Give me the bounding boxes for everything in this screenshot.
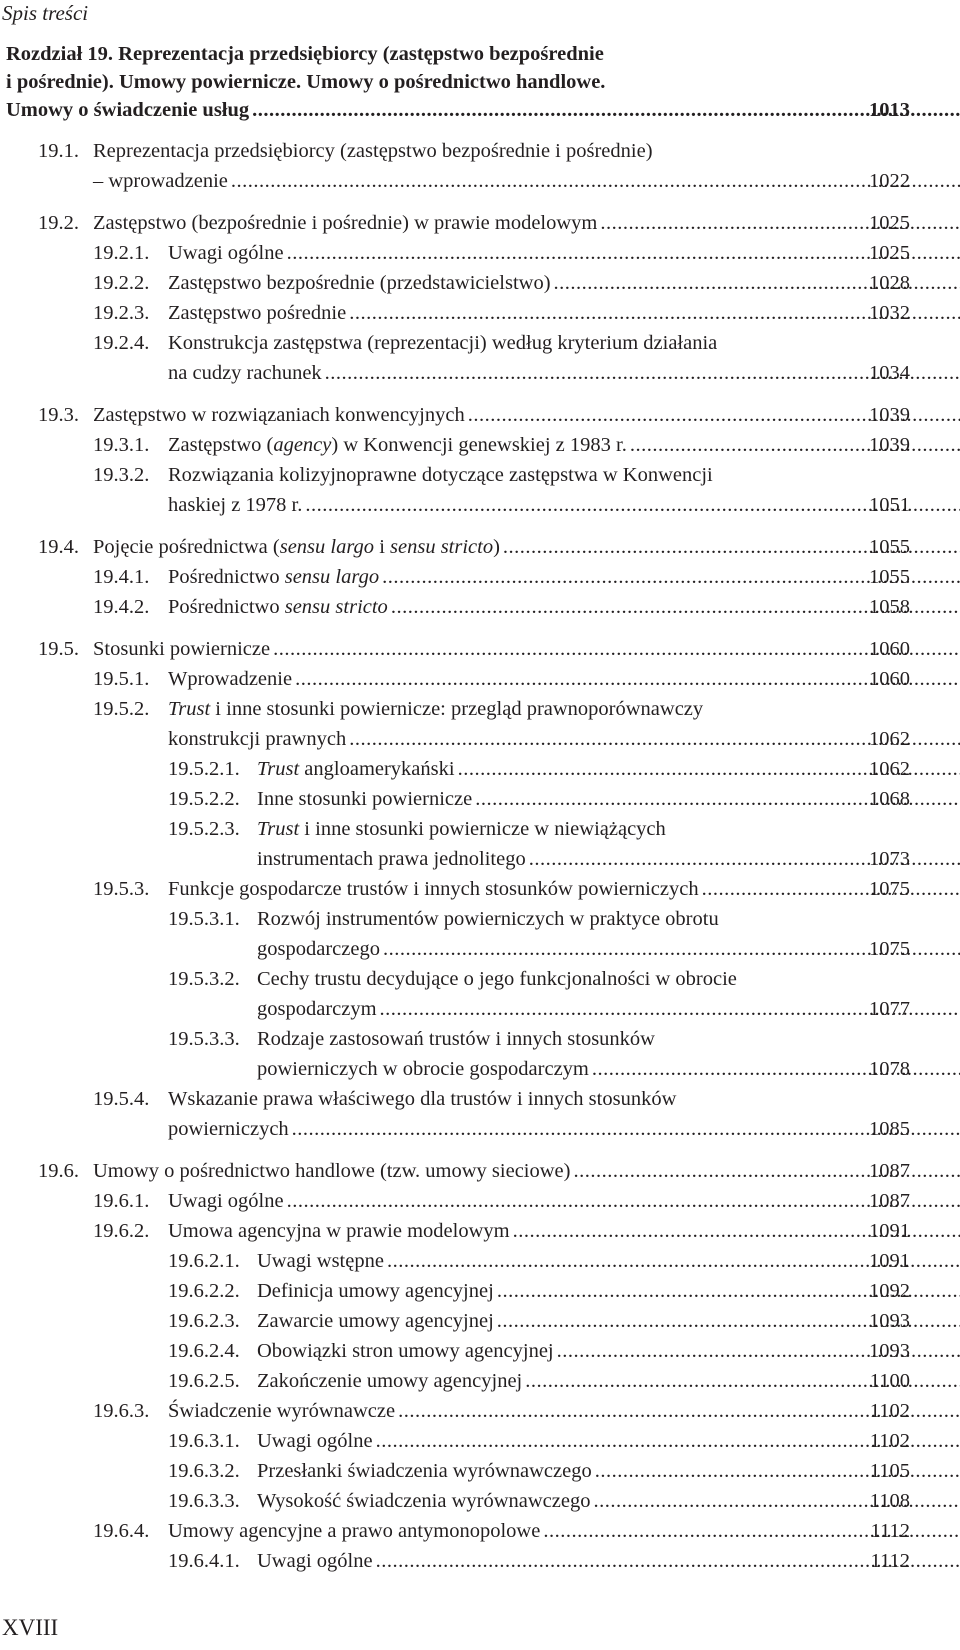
toc-entry-title: Trust angloamerykański <box>257 758 455 780</box>
toc-entry-title-line <box>257 1456 850 1486</box>
toc-entry-number: 19.5.2.3. <box>168 818 240 840</box>
toc-entry-title: na cudzy rachunek <box>168 362 322 384</box>
toc-entry-number: 19.3.2. <box>93 464 150 486</box>
toc-entry-page: 1032 <box>869 302 910 324</box>
section-gap <box>0 196 960 208</box>
toc-entry-page: 1055 <box>869 536 910 558</box>
toc-entry-title: Uwagi ogólne <box>168 242 284 264</box>
dot-leader <box>252 99 960 121</box>
toc-entry-page: 1062 <box>869 728 910 750</box>
toc-entry-title-line <box>168 664 850 694</box>
toc-entry-number: 19.5.2.2. <box>168 788 240 810</box>
toc-entry-title: Pośrednictwo sensu stricto <box>168 596 388 618</box>
toc-entry-number: 19.6.2.3. <box>168 1310 240 1332</box>
toc-entry-title-line: Rozwiązania kolizyjnoprawne dotyczące zastępstwa w Konwencji <box>168 464 713 486</box>
toc-entry-title: Umowy o świadczenie usług <box>6 99 250 121</box>
toc-entry-number: 19.6. <box>38 1160 79 1182</box>
toc-entry-page: 1100 <box>869 1370 910 1392</box>
toc-entry[interactable] <box>0 1276 960 1306</box>
page-number-folio: XVIII <box>2 1615 59 1640</box>
toc-entry-title-line: Cechy trustu decydujące o jego funkcjonalności w obrocie <box>257 968 737 990</box>
toc-entry[interactable] <box>0 634 960 664</box>
toc-entry[interactable] <box>0 664 960 694</box>
toc-entry-title: Zakończenie umowy agencyjnej <box>257 1370 523 1392</box>
toc-entry-title-line <box>168 1114 850 1144</box>
toc-entry-title-line <box>168 430 850 460</box>
toc-entry-title: Zastępstwo (agency) w Konwencji genewskiej z 1983 r. <box>168 434 627 456</box>
toc-entry-page: 1091 <box>869 1220 910 1242</box>
toc-entry-number: 19.6.2.5. <box>168 1370 240 1392</box>
toc-entry-title: Umowy o pośrednictwo handlowe (tzw. umowy sieciowe) <box>93 1160 571 1182</box>
toc-entry-title-line <box>168 724 850 754</box>
toc-entry[interactable] <box>0 754 960 784</box>
toc-entry-number: 19.1. <box>38 140 79 162</box>
toc-entry-page: 1092 <box>869 1280 910 1302</box>
toc-entry-title-line <box>257 1426 850 1456</box>
toc-entry[interactable] <box>0 1336 960 1366</box>
toc-entry-title: – wprowadzenie <box>93 170 228 192</box>
toc-entry-title-line <box>257 1054 850 1084</box>
toc-entry-page: 1039 <box>869 404 910 426</box>
toc-entry-page: 1075 <box>869 938 910 960</box>
dot-leader <box>273 638 960 660</box>
toc-entry[interactable] <box>0 1306 960 1336</box>
toc-entry-title-line <box>168 1516 850 1546</box>
toc-entry-number: 19.2.2. <box>93 272 150 294</box>
toc-entry-title-line <box>93 208 850 238</box>
toc-entry-title: Stosunki powiernicze <box>93 638 271 660</box>
toc-entry-title-line <box>257 1546 850 1576</box>
section-gap <box>0 124 960 136</box>
toc-entry[interactable] <box>0 532 960 562</box>
toc-entry-number: 19.2.3. <box>93 302 150 324</box>
toc-entry-number: 19.6.2.4. <box>168 1340 240 1362</box>
toc-entry-page: 1068 <box>869 788 910 810</box>
toc-entry[interactable] <box>0 1366 960 1396</box>
toc-entry-number: 19.6.2.1. <box>168 1250 240 1272</box>
toc-entry-page: 1108 <box>869 1490 910 1512</box>
toc-entry-title-line <box>93 400 850 430</box>
toc-entry-number: 19.3. <box>38 404 79 426</box>
toc-entry-number: 19.5.4. <box>93 1088 150 1110</box>
toc-entry-title-line: Rodzaje zastosowań trustów i innych stosunków <box>257 1028 655 1050</box>
toc-entry-title-line <box>257 784 850 814</box>
toc-entry[interactable] <box>0 1024 960 1084</box>
toc-entry-title-line: Rozwój instrumentów powierniczych w praktyce obrotu <box>257 908 719 930</box>
toc-entry[interactable] <box>0 1516 960 1546</box>
toc-entry[interactable] <box>0 328 960 388</box>
toc-entry-title: Inne stosunki powiernicze <box>257 788 473 810</box>
toc-entry-page: 1060 <box>869 638 910 660</box>
toc-entry-title-line <box>6 96 850 124</box>
toc-entry-page: 1073 <box>869 848 910 870</box>
toc-entry-title-line <box>257 1486 850 1516</box>
toc-entry-title-line <box>168 1186 850 1216</box>
toc-entry-page: 1039 <box>869 434 910 456</box>
toc-entry-title: Zawarcie umowy agencyjnej <box>257 1310 494 1332</box>
section-gap <box>0 520 960 532</box>
toc-entry-number: 19.2. <box>38 212 79 234</box>
toc-entry-title: Zastępstwo pośrednie <box>168 302 347 324</box>
toc-entry-title: Uwagi ogólne <box>257 1430 373 1452</box>
toc-entry[interactable] <box>0 1216 960 1246</box>
toc-entry-number: 19.6.4. <box>93 1520 150 1542</box>
toc-entry-number: 19.3.1. <box>93 434 150 456</box>
toc-entry-page: 1028 <box>869 272 910 294</box>
toc-entry[interactable] <box>0 1546 960 1576</box>
section-gap <box>0 622 960 634</box>
toc-entry[interactable] <box>0 136 960 196</box>
toc-entry-title-line <box>168 490 850 520</box>
toc-entry[interactable] <box>0 1456 960 1486</box>
toc-entry[interactable] <box>0 1186 960 1216</box>
toc-entry-page: 1025 <box>869 212 910 234</box>
toc-entry-title: gospodarczego <box>257 938 380 960</box>
toc-entry-title-line <box>257 934 850 964</box>
toc-entry-title-line <box>257 1276 850 1306</box>
toc-entry-page: 1062 <box>869 758 910 780</box>
toc-entry-number: 19.4.2. <box>93 596 150 618</box>
toc-entry-page: 1060 <box>869 668 910 690</box>
toc-entry-title-line <box>93 532 850 562</box>
toc-entry[interactable] <box>0 964 960 1024</box>
toc-entry-title-line <box>168 238 850 268</box>
toc-entry-title: Obowiązki stron umowy agencyjnej <box>257 1340 554 1362</box>
toc-entry-title: Uwagi wstępne <box>257 1250 384 1272</box>
toc-entry-title-line <box>168 562 850 592</box>
toc-entry-title: Uwagi ogólne <box>257 1550 373 1572</box>
toc-entry-number: 19.5.2. <box>93 698 150 720</box>
toc-entry-title: powierniczych w obrocie gospodarczym <box>257 1058 589 1080</box>
toc-entry-title: Definicja umowy agencyjnej <box>257 1280 494 1302</box>
toc-entry-page: 1093 <box>869 1340 910 1362</box>
toc-entry-page: 1058 <box>869 596 910 618</box>
toc-entry[interactable] <box>0 1396 960 1426</box>
toc-entry-title: Pośrednictwo sensu largo <box>168 566 380 588</box>
toc-entry-page: 1102 <box>869 1430 910 1452</box>
toc-entry[interactable] <box>0 460 960 520</box>
toc-entry-page: 1087 <box>869 1160 910 1182</box>
toc-entry-number: 19.6.3.2. <box>168 1460 240 1482</box>
toc-entry-title: Wysokość świadczenia wyrównawczego <box>257 1490 591 1512</box>
toc-entry-title: Pojęcie pośrednictwa (sensu largo i sensu stricto) <box>93 536 500 558</box>
toc-entry-number: 19.6.2. <box>93 1220 150 1242</box>
toc-entry-number: 19.2.4. <box>93 332 150 354</box>
toc-entry[interactable] <box>0 268 960 298</box>
toc-entry-number: 19.6.3.1. <box>168 1430 240 1452</box>
toc-entry-title: Umowa agencyjna w prawie modelowym <box>168 1220 510 1242</box>
table-of-contents <box>0 40 960 1576</box>
toc-entry-page: 1034 <box>869 362 910 384</box>
toc-entry[interactable] <box>0 592 960 622</box>
toc-entry-title: Zastępstwo (bezpośrednie i pośrednie) w prawie modelowym <box>93 212 598 234</box>
toc-entry-title-line <box>168 592 850 622</box>
toc-entry-page: 1022 <box>869 170 910 192</box>
dot-leader <box>231 170 960 192</box>
toc-entry-title-line <box>257 994 850 1024</box>
toc-entry-title-line <box>257 1306 850 1336</box>
toc-entry-title: Świadczenie wyrównawcze <box>168 1400 396 1422</box>
toc-entry-title: powierniczych <box>168 1118 289 1140</box>
dot-leader <box>702 878 960 900</box>
toc-entry-title-line: Wskazanie prawa właściwego dla trustów i innych stosunków <box>168 1088 677 1110</box>
toc-entry-page: 1055 <box>869 566 910 588</box>
toc-entry-title-line <box>93 634 850 664</box>
toc-entry-number: 19.6.2.2. <box>168 1280 240 1302</box>
toc-entry-page: 1102 <box>869 1400 910 1422</box>
toc-entry-title-line <box>168 268 850 298</box>
toc-entry[interactable] <box>0 904 960 964</box>
toc-entry-page: 1112 <box>870 1550 910 1572</box>
toc-entry-page: 1075 <box>869 878 910 900</box>
toc-entry-number: 19.5.2.1. <box>168 758 240 780</box>
toc-entry[interactable] <box>0 1084 960 1144</box>
section-gap <box>0 388 960 400</box>
toc-entry-title: instrumentach prawa jednolitego <box>257 848 526 870</box>
toc-entry[interactable] <box>0 874 960 904</box>
toc-entry[interactable] <box>0 814 960 874</box>
toc-entry-title: gospodarczym <box>257 998 377 1020</box>
toc-entry-page: 1105 <box>869 1460 910 1482</box>
toc-entry-title-line <box>168 1396 850 1426</box>
toc-entry-title-line <box>257 754 850 784</box>
dot-leader <box>630 434 960 456</box>
toc-entry[interactable] <box>0 208 960 238</box>
toc-entry-title-line: Reprezentacja przedsiębiorcy (zastępstwo bezpośrednie i pośrednie) <box>93 140 653 162</box>
toc-chapter-entry[interactable] <box>0 40 960 124</box>
toc-entry-title-line <box>168 298 850 328</box>
toc-entry[interactable] <box>0 562 960 592</box>
toc-entry-page: 1087 <box>869 1190 910 1212</box>
toc-entry-number: 19.5.3.3. <box>168 1028 240 1050</box>
toc-entry-title: haskiej z 1978 r. <box>168 494 303 516</box>
section-gap <box>0 1144 960 1156</box>
toc-entry-title-line <box>257 1246 850 1276</box>
toc-entry-number: 19.5.3.2. <box>168 968 240 990</box>
toc-entry-title-line: Trust i inne stosunki powiernicze: przegląd prawnoporównawczy <box>168 698 704 720</box>
toc-entry-title-line <box>93 1156 850 1186</box>
toc-entry[interactable] <box>0 694 960 754</box>
toc-entry[interactable] <box>0 400 960 430</box>
toc-entry[interactable] <box>0 430 960 460</box>
toc-entry[interactable] <box>0 1156 960 1186</box>
toc-entry-number: 19.6.4.1. <box>168 1550 240 1572</box>
toc-entry[interactable] <box>0 238 960 268</box>
toc-entry-title-line: Rozdział 19. Reprezentacja przedsiębiorcy (zastępstwo bezpośrednie <box>6 43 604 65</box>
toc-entry-page: 1078 <box>869 1058 910 1080</box>
toc-entry-number: 19.6.1. <box>93 1190 150 1212</box>
toc-entry-number: 19.2.1. <box>93 242 150 264</box>
toc-entry-number: 19.6.3. <box>93 1400 150 1422</box>
toc-entry-title-line: Trust i inne stosunki powiernicze w niewiążących <box>257 818 666 840</box>
toc-entry-number: 19.5.3. <box>93 878 150 900</box>
toc-entry-page: 1085 <box>869 1118 910 1140</box>
toc-entry-title-line <box>257 844 850 874</box>
toc-entry-title-line <box>168 874 850 904</box>
toc-entry-title-line: Konstrukcja zastępstwa (reprezentacji) według kryterium działania <box>168 332 718 354</box>
toc-entry-title-line <box>257 1366 850 1396</box>
toc-entry-number: 19.5. <box>38 638 79 660</box>
toc-entry-page: 1093 <box>869 1310 910 1332</box>
toc-entry-title: Uwagi ogólne <box>168 1190 284 1212</box>
toc-entry-title: Funkcje gospodarcze trustów i innych stosunków powierniczych <box>168 878 699 900</box>
toc-entry-title: Przesłanki świadczenia wyrównawczego <box>257 1460 592 1482</box>
toc-entry-page: 1025 <box>869 242 910 264</box>
toc-entry-title: Zastępstwo bezpośrednie (przedstawicielstwo) <box>168 272 551 294</box>
toc-entry-page: 1051 <box>869 494 910 516</box>
toc-entry[interactable] <box>0 298 960 328</box>
toc-entry-page: 1112 <box>870 1520 910 1542</box>
toc-entry-title-line: i pośrednie). Umowy powiernicze. Umowy o pośrednictwo handlowe. <box>6 71 606 93</box>
toc-entry-number: 19.4.1. <box>93 566 150 588</box>
running-head: Spis treści <box>2 1 89 25</box>
toc-entry-number: 19.5.1. <box>93 668 150 690</box>
dot-leader <box>287 242 960 264</box>
toc-entry-title: Umowy agencyjne a prawo antymonopolowe <box>168 1520 541 1542</box>
toc-entry-number: 19.6.3.3. <box>168 1490 240 1512</box>
toc-entry-title-line <box>257 1336 850 1366</box>
dot-leader <box>287 1190 960 1212</box>
toc-entry-number: 19.4. <box>38 536 79 558</box>
toc-entry[interactable] <box>0 1246 960 1276</box>
toc-entry-title-line <box>93 166 850 196</box>
toc-entry[interactable] <box>0 1486 960 1516</box>
toc-entry-page: 1013 <box>869 99 910 121</box>
toc-entry-title: Wprowadzenie <box>168 668 293 690</box>
toc-entry[interactable] <box>0 784 960 814</box>
toc-entry-title: konstrukcji prawnych <box>168 728 347 750</box>
toc-entry-title-line <box>168 358 850 388</box>
toc-entry[interactable] <box>0 1426 960 1456</box>
toc-entry-page: 1077 <box>869 998 910 1020</box>
toc-entry-title-line <box>168 1216 850 1246</box>
toc-entry-title: Zastępstwo w rozwiązaniach konwencyjnych <box>93 404 465 426</box>
toc-entry-page: 1091 <box>869 1250 910 1272</box>
toc-entry-number: 19.5.3.1. <box>168 908 240 930</box>
